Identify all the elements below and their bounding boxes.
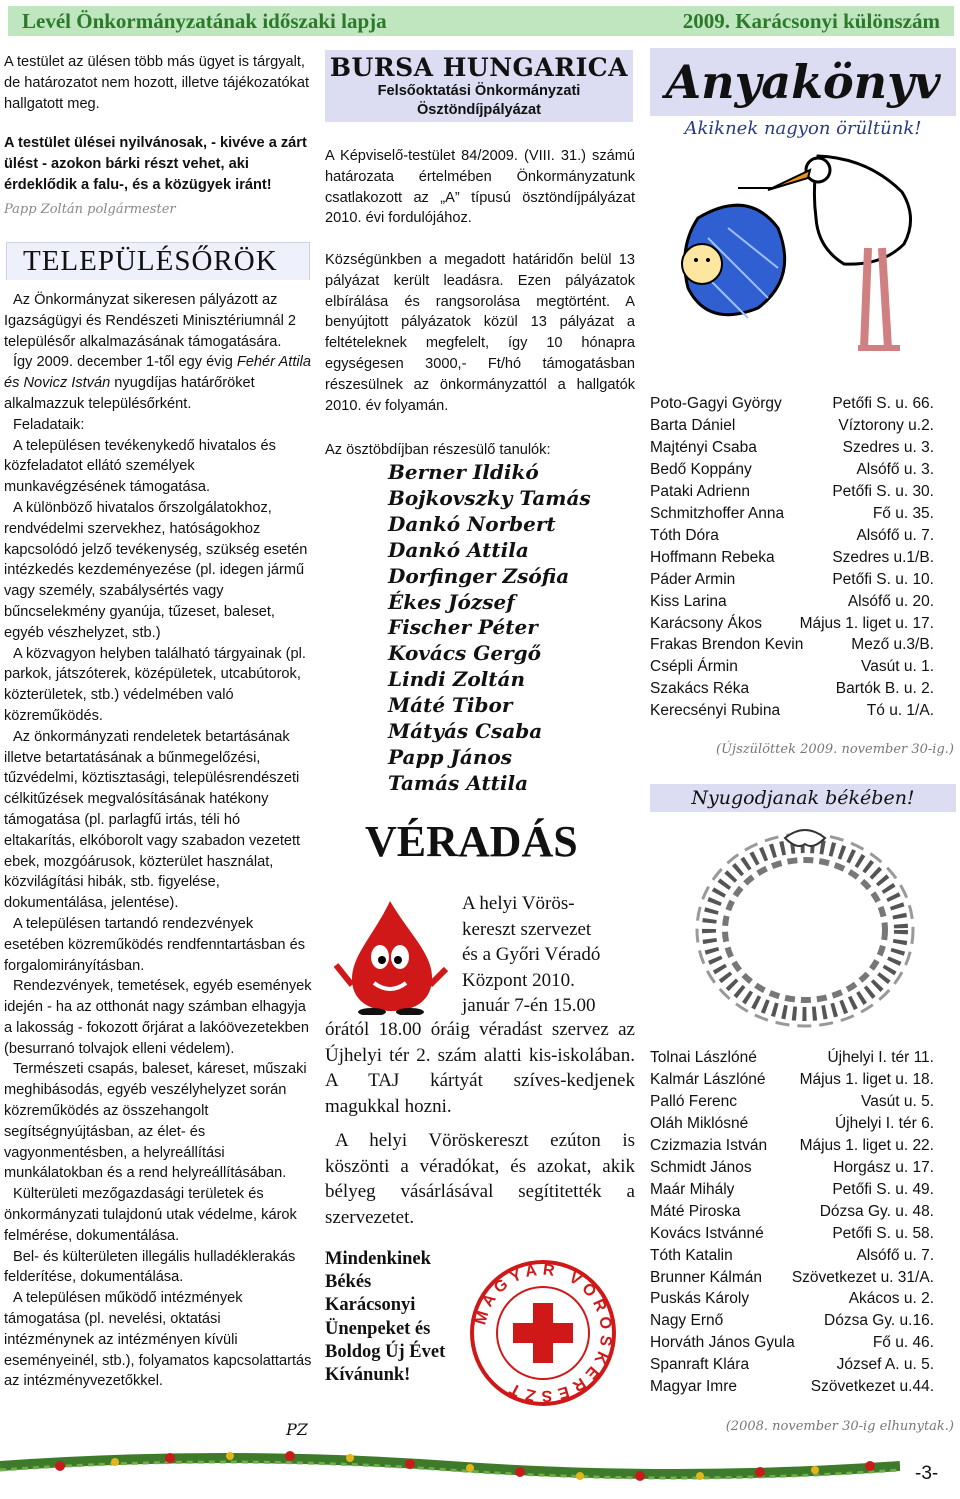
person-name: Horváth János Gyula	[650, 1334, 795, 1352]
students-list	[388, 460, 638, 797]
student-name: Dankó Attila	[388, 537, 529, 562]
person-name: Palló Ferenc	[650, 1092, 738, 1110]
person-address: Szedres u. 3.	[842, 438, 934, 456]
deaths-list	[650, 1047, 934, 1398]
council-notes	[4, 52, 312, 221]
article-paragraph: Az Önkormányzat sikeresen pályázott az Igazságügyi és Rendészeti Minisztériumnál 2 településőr alkalmazásának támogatására.	[4, 292, 297, 350]
council-intro: A testület az ülésen több más ügyet is tárgyalt, de határozatot nem hozott, illetve tájékozatókat hallgatott meg.	[4, 54, 310, 112]
register-row	[650, 1267, 934, 1289]
person-name: Tóth Katalin	[650, 1246, 733, 1264]
student-name: Dorfinger Zsófia	[388, 563, 570, 588]
register-row	[650, 678, 934, 700]
person-address: Alsófő u. 3.	[856, 460, 934, 478]
seal-text: MAGYAR VÖRÖSKERESZT	[472, 1261, 615, 1405]
person-address: Újhelyi I. tér 11.	[827, 1049, 934, 1066]
veradas-line: és a Győri Véradó	[462, 944, 601, 965]
mayor-signature: Papp Zoltán polgármester	[4, 201, 176, 217]
telepulesorok-article	[4, 290, 312, 1392]
person-name: Hoffmann Rebeka	[650, 548, 775, 566]
wish-line: Kívánunk!	[325, 1365, 411, 1386]
person-address: Mező u.3/B.	[851, 636, 934, 654]
article-paragraph: A közvagyon helyben található tárgyainak (pl. parkok, játszóterek, középületek, utcabútorok, közterületek, stb.) védelmében való közreműködés.	[4, 645, 306, 724]
person-address: Alsófő u. 7.	[856, 1246, 934, 1264]
student-name: Papp János	[388, 744, 512, 769]
person-address: Szedres u.1/B.	[832, 548, 934, 566]
person-address: Horgász u. 17.	[833, 1158, 934, 1176]
deaths-note: (2008. november 30-ig elhunytak.)	[725, 1419, 954, 1434]
student-name: Kovács Gergő	[388, 641, 541, 666]
births-note: (Újszülöttek 2009. november 30-ig.)	[716, 742, 954, 757]
person-name: Spanraft Klára	[650, 1356, 750, 1374]
register-row	[650, 1201, 934, 1223]
person-name: Schmidt János	[650, 1158, 752, 1176]
student-name: Mátyás Csaba	[388, 719, 543, 744]
person-name: Kerecsényi Rubina	[650, 702, 781, 720]
person-address: Vasút u. 5.	[861, 1092, 934, 1110]
person-name: Majtényi Csaba	[650, 438, 757, 456]
person-name: Kalmár Lászlóné	[650, 1070, 766, 1088]
person-address: Petőfi S. u. 10.	[832, 570, 934, 588]
person-address: Petőfi S. u. 30.	[832, 482, 934, 500]
person-address: Petőfi S. u. 58.	[832, 1224, 934, 1242]
issue-label: 2009. Karácsonyi különszám	[682, 8, 940, 33]
article-paragraph: Feladataik:	[13, 416, 85, 433]
register-row	[650, 415, 934, 437]
person-address: Szövetkezet u. 31/A.	[791, 1268, 934, 1286]
person-name: Karácsony Ákos	[650, 614, 762, 632]
register-row	[650, 459, 934, 481]
person-address: Újhelyi I. tér 6.	[834, 1114, 934, 1132]
stork-baby-icon	[668, 148, 938, 393]
veradas-title: VÉRADÁS	[365, 817, 578, 866]
anyakonyv-title: Anyakönyv	[665, 55, 941, 109]
article-text: Így 2009. december 1-től egy évig	[13, 354, 237, 371]
register-row	[650, 656, 934, 678]
person-name: Szakács Réka	[650, 680, 750, 698]
holly-garland-decoration	[0, 1444, 900, 1495]
student-name: Fischer Péter	[388, 615, 538, 640]
person-address: Május 1. liget u. 18.	[799, 1070, 934, 1088]
bursa-title: BURSA HUNGARICA	[329, 53, 629, 82]
register-row	[650, 1332, 934, 1354]
register-row	[650, 1354, 934, 1376]
article-paragraph: Bel- és külterületen illegális hulladéklerakás felderítése, dokumentálása.	[4, 1248, 296, 1286]
anyakonyv-subtitle: Akiknek nagyon örültünk!	[684, 118, 922, 139]
person-address: József A. u. 5.	[836, 1356, 934, 1374]
register-row	[650, 1376, 934, 1398]
article-paragraph: A településen tevékenykedő hivatalos és közfeladatot ellátó személyek munkavégzésének támogatása.	[4, 437, 276, 496]
register-row	[650, 1047, 934, 1069]
veradas-details: órától 18.00 óráig véradást szervez az Újhelyi tér 2. szám alatti kis-iskolában. A TAJ kártyát szíves-kedjenek magukkal hozni.	[325, 1019, 635, 1117]
register-row	[650, 1091, 934, 1113]
person-address: Petőfi S. u. 66.	[832, 395, 934, 412]
red-cross-seal-icon	[468, 1258, 618, 1413]
person-address: Bartók B. u. 2.	[835, 680, 934, 698]
article-paragraph: Külterületi mezőgazdasági területek és önkormányzati tulajdonú utak védelme, károk felmérése, dokumentálása.	[4, 1186, 297, 1244]
births-list	[650, 393, 934, 722]
bursa-result: Községünkben a megadott határidőn belül 13 pályázat került leadásra. Ezen pályázatok elbírálása és rangsorolása megtörtént. A benyújtott pályázatok közül 13 pályázat a feltételeknek megfelelt, így 10 hónapra egységesen 3000,- Ft/hó támogatásban részesülnek az önkormányzattól a hallgatók 2010. év folyamán.	[325, 252, 635, 414]
person-name: Tolnai Lászlóné	[650, 1049, 757, 1066]
student-name: Máté Tibor	[388, 693, 513, 718]
person-name: Brunner Kálmán	[650, 1268, 763, 1286]
wish-line: Boldog Új Évet	[325, 1341, 446, 1362]
register-row	[650, 481, 934, 503]
student-name: Dankó Norbert	[388, 511, 556, 536]
wreath-icon	[685, 818, 925, 1038]
person-name: Barta Dániel	[650, 416, 736, 434]
person-address: Akácos u. 2.	[848, 1290, 934, 1308]
article-text: nyugdíjas határőröket alkalmazzuk településőrként.	[4, 375, 255, 412]
person-address: Szövetkezet u.44.	[810, 1378, 934, 1396]
page-number: -3-	[915, 1463, 939, 1484]
person-address: Víztorony u.2.	[838, 416, 934, 434]
anyakonyv-box	[650, 48, 956, 116]
article-paragraph: Rendezvények, temetések, egyéb események idején - ha az otthonát nagy számban elhagyja a lakosság - fokozott őrjárat a lakóövezetekben (besurranó tolvajok elleni védelem).	[4, 978, 312, 1057]
register-row	[650, 1245, 934, 1267]
register-row	[650, 503, 934, 525]
blood-drop-icon	[330, 895, 452, 1020]
bursa-subtitle: Ösztöndíjpályázat	[416, 102, 542, 118]
article-paragraph: Az önkormányzati rendeletek betartásának illetve betartatásának a bűnmegelőzési, tűzvédelmi, köztisztasági, településrendészeti célkitűzések megvalósításának hatékony támogatása (pl. parlagfű irtás, téli hó eltakarítás, elkóborolt vagy szabadon vezetett ebek, mozgóárusok, közterület használat, közvilágítási hibák, stb. figyelése, dokumentálása, jelentése).	[4, 728, 301, 912]
council-public-note: A testület ülései nyilvánosak, - kivéve a zárt ülést - azokon bárki részt vehet, aki érdeklődik a falu-, és a közügyek iránt!	[4, 135, 307, 193]
author-initials: PZ	[286, 1420, 308, 1439]
article-paragraph: A településen működő intézmények támogatása (pl. nevelési, oktatási intézménynek az intézményen kívüli eseményeinél, stb.), folyamatos kapcsolattartás az intézményvezetőkkel.	[4, 1290, 312, 1390]
telepulesorok-title: TELEPÜLÉSŐRÖK	[6, 242, 310, 280]
student-name: Tamás Attila	[388, 770, 529, 795]
person-name: Csépli Ármin	[650, 658, 738, 676]
register-row	[650, 437, 934, 459]
guard-names: Fehér Attila és Novicz István	[4, 354, 311, 392]
person-name: Kiss Larina	[650, 592, 727, 610]
person-name: Poto-Gagyi György	[650, 395, 782, 412]
person-name: Bedő Koppány	[650, 460, 752, 478]
register-row	[650, 1223, 934, 1245]
person-name: Maár Mihály	[650, 1180, 735, 1198]
register-row	[650, 1069, 934, 1091]
register-row	[650, 634, 934, 656]
person-address: Fő u. 46.	[872, 1334, 934, 1352]
veradas-thanks: A helyi Vöröskereszt ezúton is köszönti a véradókat, és azokat, akik bélyeg vásárlásával segítitették a szervezetet.	[325, 1130, 635, 1228]
publication-title: Levél Önkormányzatának időszaki lapja	[22, 8, 387, 33]
article-paragraph: Természeti csapás, baleset, káreset, műszaki meghibásodás, egyéb veszélyhelyzet során közreműködés az összehangolt segítségnyújtásban, az élet- és vagyonmentésben, a helyreállítási munkálatokban és a rend helyreállításában.	[4, 1061, 307, 1182]
person-name: Máté Piroska	[650, 1202, 741, 1220]
person-address: Petőfi S. u. 49.	[832, 1180, 934, 1198]
register-row	[650, 700, 934, 722]
person-name: Frakas Brendon Kevin	[650, 636, 804, 654]
bursa-box	[325, 50, 633, 122]
student-name: Bojkovszky Tamás	[388, 485, 591, 510]
student-name: Ékes József	[388, 589, 515, 614]
register-row	[650, 569, 934, 591]
person-address: Vasút u. 1.	[861, 658, 934, 676]
person-address: Dózsa Gy. u. 48.	[819, 1202, 934, 1220]
person-name: Schmitzhoffer Anna	[650, 504, 785, 522]
student-name: Berner Ildikó	[388, 460, 539, 484]
register-row	[650, 393, 934, 415]
wish-line: Karácsonyi	[325, 1295, 416, 1316]
veradas-intro	[462, 891, 600, 1019]
person-name: Pataki Adrienn	[650, 482, 750, 500]
wish-line: Mindenkinek	[325, 1249, 431, 1269]
register-row	[650, 1157, 934, 1179]
person-address: Tó u. 1/A.	[866, 702, 934, 720]
register-row	[650, 1288, 934, 1310]
person-address: Alsófő u. 7.	[856, 526, 934, 544]
veradas-line: január 7-én 15.00	[462, 995, 596, 1016]
rest-in-peace-title: Nyugodjanak békében!	[650, 784, 956, 812]
person-name: Magyar Imre	[650, 1378, 737, 1396]
person-name: Oláh Miklósné	[650, 1114, 749, 1132]
wish-line: Békés	[325, 1272, 372, 1293]
register-row	[650, 591, 934, 613]
person-name: Kovács Istvánné	[650, 1224, 764, 1242]
register-row	[650, 525, 934, 547]
person-address: Május 1. liget u. 17.	[799, 614, 934, 632]
bursa-text: A Képviselő-testület 84/2009. (VIII. 31.) számú határozata értelmében Önkormányzatunk csatlakozott az „A” típusú ösztöndíjpályázat 2010. évi fordulójához.	[325, 148, 635, 227]
bursa-subtitle: Felsőoktatási Önkormányzati	[377, 83, 581, 99]
veradas-line: A helyi Vörös-	[462, 893, 575, 914]
page-header	[8, 6, 954, 36]
veradas-line: kereszt szervezet	[462, 918, 592, 940]
students-heading: Az ösztöbdíjban részesülő tanulók:	[325, 442, 551, 458]
register-row	[650, 1310, 934, 1332]
veradas-line: Központ 2010.	[462, 969, 575, 991]
holiday-wish	[325, 1248, 457, 1387]
person-name: Tóth Dóra	[650, 526, 719, 544]
person-address: Fő u. 35.	[872, 504, 934, 522]
person-name: Czizmazia István	[650, 1136, 768, 1154]
person-address: Dózsa Gy. u.16.	[824, 1312, 934, 1330]
wish-line: Ünenpeket és	[325, 1318, 431, 1339]
person-name: Nagy Ernő	[650, 1312, 724, 1330]
article-paragraph: A településen tartandó rendezvények esetében közreműködés rendfenntartásban és forgalomirányításban.	[4, 915, 305, 974]
register-row	[650, 1113, 934, 1135]
person-name: Puskás Károly	[650, 1290, 750, 1308]
person-address: Május 1. liget u. 22.	[799, 1136, 934, 1154]
student-name: Lindi Zoltán	[388, 667, 526, 692]
article-paragraph: A különböző hivatalos őrszolgálatokhoz, rendvédelmi szervekhez, hatóságokhoz kapcsolódó jelző tevékenység, szükség esetén intézkedés kezdeményezése (pl. idegen jármű vagy személy, szabálysértés vagy bűncselekmény gyanúja, tűzeset, baleset, egyéb vészhelyzet, stb.)	[4, 499, 308, 641]
register-row	[650, 1179, 934, 1201]
register-row	[650, 1135, 934, 1157]
register-row	[650, 547, 934, 569]
person-name: Páder Armin	[650, 570, 736, 588]
article-paragraph	[4, 352, 312, 414]
person-address: Alsófő u. 20.	[847, 592, 934, 610]
register-row	[650, 613, 934, 635]
